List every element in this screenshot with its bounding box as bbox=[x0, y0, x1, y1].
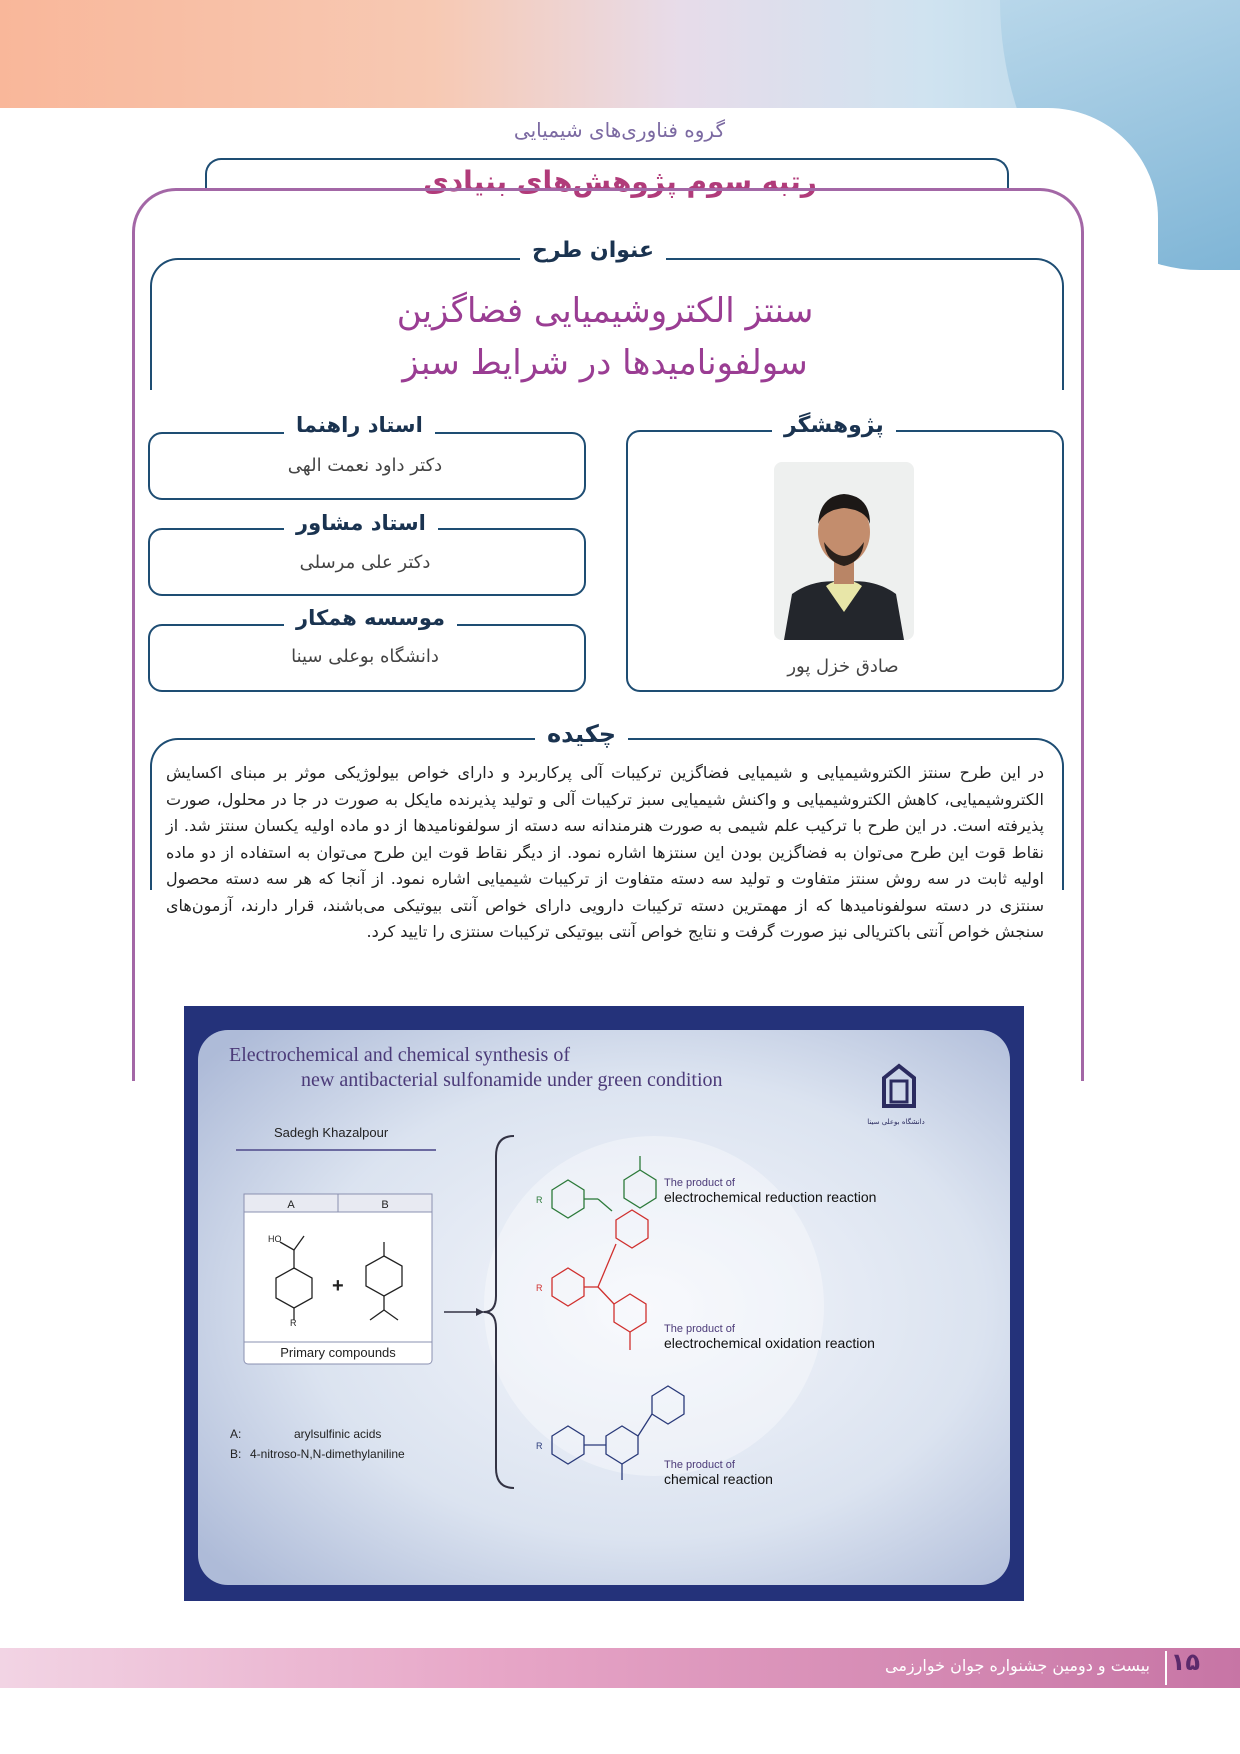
rank-title-text: رتبه سوم پژوهش‌های بنیادی bbox=[405, 165, 835, 198]
product-1-r: R bbox=[536, 1195, 543, 1205]
legend-b-text: 4-nitroso-N,N-dimethylaniline bbox=[250, 1447, 405, 1461]
figure-author: Sadegh Khazalpour bbox=[274, 1125, 389, 1140]
product-3-caption-b: chemical reaction bbox=[664, 1471, 773, 1487]
product-2-caption-a: The product of bbox=[664, 1323, 735, 1335]
primary-compounds-label: Primary compounds bbox=[280, 1345, 396, 1360]
figure-title-line-1: Electrochemical and chemical synthesis of bbox=[229, 1044, 570, 1066]
legend-b-key: B: bbox=[230, 1447, 242, 1461]
category-header: گروه فناوری‌های شیمیایی bbox=[513, 118, 725, 142]
researcher-name: صادق خزل پور bbox=[787, 656, 899, 677]
legend-a-text: arylsulfinic acids bbox=[294, 1427, 382, 1441]
plus-sign: + bbox=[332, 1275, 344, 1297]
figure-title-line-2: new antibacterial sulfonamide under green condition bbox=[301, 1069, 723, 1091]
footer-separator bbox=[1165, 1651, 1167, 1685]
institute-name: دانشگاه بوعلی سینا bbox=[291, 646, 439, 667]
portrait-image bbox=[774, 462, 914, 640]
compound-a-r-label: R bbox=[290, 1318, 297, 1328]
project-title-line-2: سولفونامیدها در شرایط سبز bbox=[402, 343, 808, 383]
column-b-label: B bbox=[381, 1199, 389, 1211]
figure-svg bbox=[184, 1006, 1024, 1601]
project-label: عنوان طرح bbox=[520, 238, 666, 263]
project-title bbox=[200, 285, 1010, 389]
product-3-r: R bbox=[536, 1441, 543, 1451]
product-3-caption-a: The product of bbox=[664, 1459, 735, 1471]
advisor-name: دکتر علی مرسلی bbox=[299, 552, 431, 573]
project-title-line-1: سنتز الکتروشیمیایی فضاگزین bbox=[396, 291, 814, 331]
abstract-text: در این طرح سنتز الکتروشیمیایی و شیمیایی فضاگزین ترکیبات آلی پرکاربرد و دارای خواص بیولوژیکی موثر بر مبنای اکسایش الکتروشیمیایی، کاهش الکتروشیمیایی و واکنش شیمیایی سبز ترکیبات آلی و تولید پذیرنده مایکل به صورت در جا در محلول، صورت پذیرفته است. در این طرح با ترکیب علم شیمی به صورت هنرمندانه سه دسته از سولفونامیدها از دو ماده اولیه یکسان سنتز شد. از نقاط قوت این طرح می‌توان به فضاگزین بودن این سنتزها اشاره نمود. از دیگر نقاط قوت این طرح می‌توان به استفاده از دو ماده اولیه ثابت در سه روش سنتز متفاوت و تولید سه دسته متفاوت از ترکیبات شیمیایی اشاره نمود. از آنجا که هر سه دسته محصول سنتزی در دسته سولفونامیدها که از مهمترین دسته ترکیبات دارویی دارای خواص آنتی بیوتیکی می‌باشند، قرار دارند، آزمون‌های سنجش خواص آنتی باکتریالی نیز صورت گرفت و نتایج خواص آنتی بیوتیکی ترکیبات سنتزی را تایید کرد. bbox=[166, 763, 1044, 941]
supervisor-name: دکتر داود نعمت الهی bbox=[287, 455, 443, 476]
product-2-r: R bbox=[536, 1283, 543, 1293]
advisor-label: استاد مشاور bbox=[284, 511, 438, 535]
institute-label: موسسه همکار bbox=[284, 606, 457, 630]
footer-text: بیست و دومین جشنواره جوان خوارزمی bbox=[885, 1656, 1150, 1675]
abstract-label: چکیده bbox=[535, 720, 628, 748]
supervisor-label: استاد راهنما bbox=[284, 413, 435, 437]
product-1-caption-a: The product of bbox=[664, 1177, 735, 1189]
column-a-label: A bbox=[287, 1199, 295, 1211]
virus-backdrop bbox=[484, 1136, 824, 1476]
product-1-caption-b: electrochemical reduction reaction bbox=[664, 1189, 877, 1205]
page-number: ۱۵ bbox=[1170, 1648, 1200, 1676]
researcher-label: پژوهشگر bbox=[772, 413, 896, 438]
graphical-abstract-figure bbox=[184, 1006, 1024, 1601]
logo-caption: دانشگاه بوعلی سینا bbox=[867, 1118, 925, 1126]
legend-a-key: A: bbox=[230, 1427, 242, 1441]
product-2-caption-b: electrochemical oxidation reaction bbox=[664, 1335, 875, 1351]
compound-a-ho-label: HO bbox=[268, 1234, 282, 1244]
researcher-photo bbox=[774, 462, 914, 640]
